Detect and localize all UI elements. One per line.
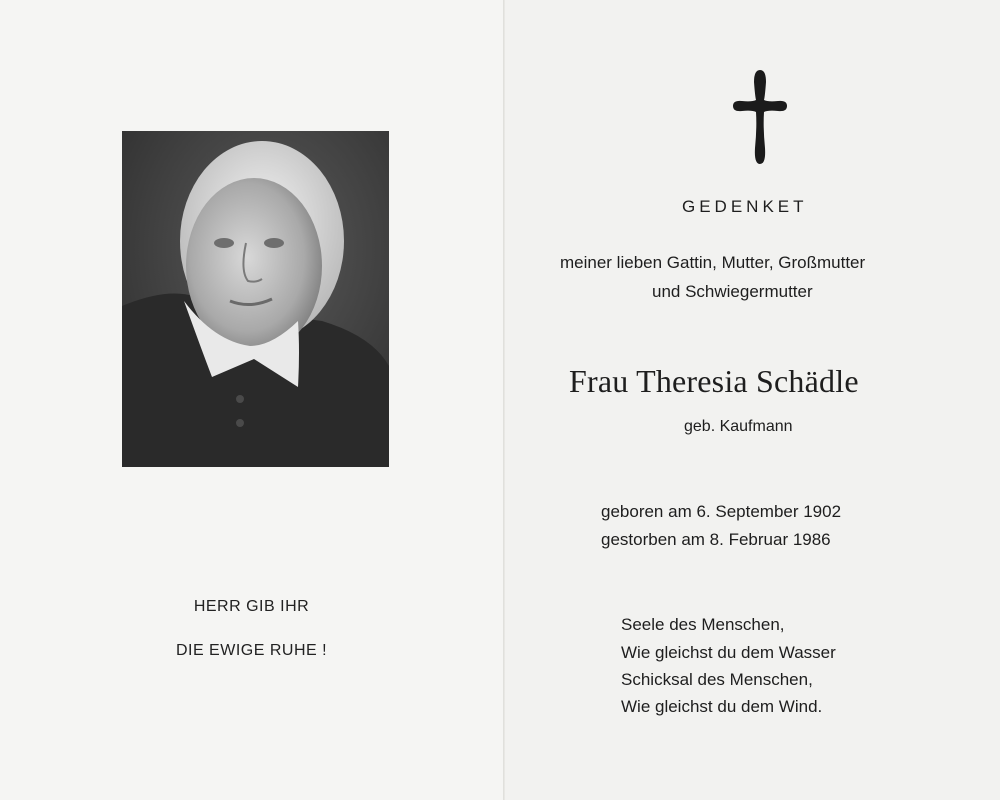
poem-line: Wie gleichst du dem Wasser <box>621 643 836 662</box>
poem-line: Schicksal des Menschen, <box>621 670 813 689</box>
latin-cross-icon <box>732 68 788 171</box>
poem-line: Seele des Menschen, <box>621 615 785 634</box>
death-date: gestorben am 8. Februar 1986 <box>601 530 831 549</box>
prayer-line-1: HERR GIB IHR <box>193 598 310 615</box>
deceased-name: Frau Theresia Schädle <box>569 363 859 399</box>
heading-gedenket: GEDENKET <box>682 197 808 216</box>
maiden-name: geb. Kaufmann <box>684 418 793 435</box>
prayer-line-2: DIE EWIGE RUHE ! <box>175 642 328 659</box>
portrait-photo <box>122 131 389 467</box>
subtitle-line-2: und Schwiegermutter <box>652 282 813 301</box>
subtitle-line-1: meiner lieben Gattin, Mutter, Großmutter <box>560 253 866 272</box>
birth-date: geboren am 6. September 1902 <box>601 502 842 521</box>
poem-line: Wie gleichst du dem Wind. <box>621 697 823 716</box>
